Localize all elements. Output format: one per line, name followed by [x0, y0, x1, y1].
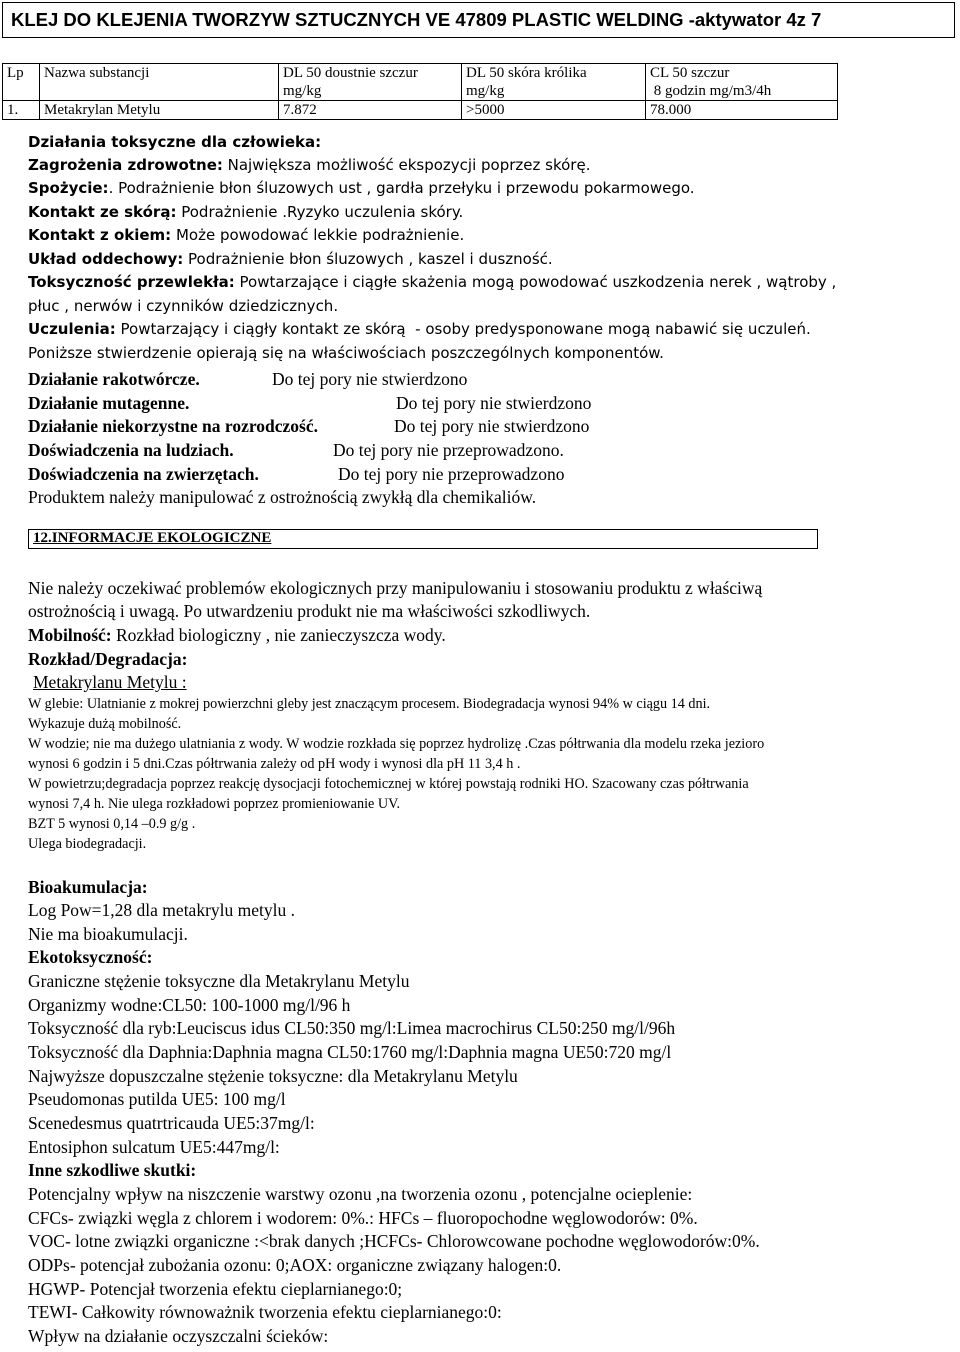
- cell-dl-skin: >5000: [462, 101, 646, 120]
- header-cl: CL 50 szczur 8 godzin mg/m3/4h: [646, 64, 838, 101]
- eco-ulega: Ulega biodegradacji.: [28, 836, 147, 852]
- effect-value-ludziach: Do tej pory nie przeprowadzono.: [333, 440, 564, 460]
- section-12-title: 12.INFORMACJE EKOLOGICZNE: [33, 530, 272, 546]
- substance-table: [2, 63, 838, 120]
- eco-inne-line: HGWP- Potencjał tworzenia efektu cieplarnianego:0;: [28, 1279, 403, 1299]
- tox-uklad: Układ oddechowy: Podrażnienie błon śluzowych , kaszel i duszność.: [28, 250, 553, 268]
- eco-inne-label: Inne szkodliwe skutki:: [28, 1160, 197, 1180]
- cell-name: Metakrylan Metylu: [40, 101, 279, 120]
- eco-metakrylanu-label: Metakrylanu Metylu :: [33, 672, 187, 692]
- eco-glebie-2: Wykazuje dużą mobilność.: [28, 716, 182, 732]
- cell-dl-oral: 7.872: [279, 101, 462, 120]
- tox-spozycie: Spożycie:. Podrażnienie błon śluzowych ust , gardła przełyku i przewodu pokarmowego.: [28, 179, 695, 197]
- eco-wodzie-1: W wodzie; nie ma dużego ulatniania z wody. W wodzie rozkłada się poprzez hydrolizę .Czas półtrwania dla modelu rzeka jezioro: [28, 736, 765, 752]
- document-header: [2, 2, 955, 38]
- effect-label-rakotworcze: Działanie rakotwórcze.: [28, 369, 200, 389]
- cell-cl: 78.000: [646, 101, 838, 120]
- eco-inne-line: ODPs- potencjał zubożania ozonu: 0;AOX: organiczne związany halogen:0.: [28, 1255, 562, 1275]
- effect-value-rozrodczosc: Do tej pory nie stwierdzono: [394, 416, 590, 436]
- eco-logpow: Log Pow=1,28 dla metakrylu metylu .: [28, 900, 295, 920]
- eco-wodzie-2: wynosi 6 godzin i 5 dni.Czas półtrwania zależy od pH wody i wynosi dla pH 11 3,4 h .: [28, 756, 521, 772]
- eco-line: Najwyższe dopuszczalne stężenie toksyczne: dla Metakrylanu Metylu: [28, 1066, 518, 1086]
- tox-oko: Kontakt z okiem: Może powodować lekkie podrażnienie.: [28, 226, 465, 244]
- tox-przewlekla: Toksyczność przewlekła: Powtarzające i ciągłe skażenia mogą powodować uszkodzenia nerek , wątroby ,: [28, 273, 837, 291]
- table-header-row: [3, 64, 838, 101]
- effect-label-zwierzetach: Doświadczenia na zwierzętach.: [28, 464, 259, 484]
- effect-value-rakotworcze: Do tej pory nie stwierdzono: [272, 369, 468, 389]
- eco-inne-line: TEWI- Całkowity równoważnik tworzenia efektu cieplarnianego:0:: [28, 1302, 502, 1322]
- eco-line: Toksyczność dla ryb:Leuciscus idus CL50:350 mg/l:Limea macrochirus CL50:250 mg/l/96h: [28, 1018, 676, 1038]
- tox-uczulenia: Uczulenia: Powtarzający i ciągły kontakt ze skórą - osoby predysponowane mogą nabawić się uczuleń.: [28, 320, 811, 338]
- tox-ponizsze: Poniższe stwierdzenie opierają się na właściwościach poszczególnych komponentów.: [28, 344, 664, 362]
- tox-przewlekla-cont: płuc , nerwów i czynników dziedzicznych.: [28, 297, 339, 315]
- header-dl-skin: DL 50 skóra królika mg/kg: [462, 64, 646, 101]
- produktem-note: Produktem należy manipulować z ostrożnością zwykłą dla chemikaliów.: [28, 487, 537, 507]
- eco-ekotoks-label: Ekotoksyczność:: [28, 947, 153, 967]
- eco-bioakumulacja-label: Bioakumulacja:: [28, 877, 148, 897]
- document-title: KLEJ DO KLEJENIA TWORZYW SZTUCZNYCH VE 47809 PLASTIC WELDING -aktywator 4z 7: [11, 9, 822, 30]
- eco-line: Toksyczność dla Daphnia:Daphnia magna CL50:1760 mg/l:Daphnia magna UE50:720 mg/l: [28, 1042, 672, 1062]
- eco-line: Graniczne stężenie toksyczne dla Metakrylanu Metylu: [28, 971, 410, 991]
- eco-nie-ma-bio: Nie ma bioakumulacji.: [28, 924, 188, 944]
- eco-glebie-1: W glebie: Ulatnianie z mokrej powierzchni gleby jest znaczącym procesem. Biodegradacja wynosi 94% w ciągu 14 dni.: [28, 696, 711, 712]
- eco-inne-line: CFCs- związki węgla z chlorem i wodorem: 0%.: HFCs – fluoropochodne węglowodorów: 0%.: [28, 1208, 698, 1228]
- section-12-header: [28, 529, 818, 549]
- eco-line: Entosiphon sulcatum UE5:447mg/l:: [28, 1137, 280, 1157]
- eco-line: Scenedesmus quatrtricauda UE5:37mg/l:: [28, 1113, 315, 1133]
- eco-rozklad-label: Rozkład/Degradacja:: [28, 649, 188, 669]
- eco-powietrzu-1: W powietrzu;degradacja poprzez reakcję dysocjacji fotochemicznej w której powstają rodniki HO. Szacowany czas półtrwania: [28, 776, 749, 792]
- table-row: [3, 101, 838, 120]
- effect-label-mutagenne: Działanie mutagenne.: [28, 393, 190, 413]
- eco-inne-line: Potencjalny wpływ na niszczenie warstwy ozonu ,na tworzenia ozonu , potencjalne ocieplenie:: [28, 1184, 693, 1204]
- header-dl-oral: DL 50 doustnie szczur mg/kg: [279, 64, 462, 101]
- eco-inne-line: Wpływ na działanie oczyszczalni ścieków:: [28, 1326, 329, 1346]
- cell-lp: 1.: [3, 101, 40, 120]
- eco-bzt: BZT 5 wynosi 0,14 –0.9 g/g .: [28, 816, 196, 832]
- eco-intro-line-2: ostrożnością i uwagą. Po utwardzeniu produkt nie ma właściwości szkodliwych.: [28, 601, 591, 621]
- tox-title: Działania toksyczne dla człowieka:: [28, 133, 322, 151]
- eco-inne-line: VOC- lotne związki organiczne :<brak danych ;HCFCs- Chlorowcowane pochodne węglowodorów:0%.: [28, 1231, 760, 1251]
- effect-label-ludziach: Doświadczenia na ludziach.: [28, 440, 234, 460]
- header-lp: Lp: [3, 64, 40, 101]
- eco-line: Organizmy wodne:CL50: 100-1000 mg/l/96 h: [28, 995, 351, 1015]
- effect-label-rozrodczosc: Działanie niekorzystne na rozrodczość.: [28, 416, 319, 436]
- header-name: Nazwa substancji: [40, 64, 279, 101]
- eco-mobilnosc: Mobilność: Rozkład biologiczny , nie zanieczyszcza wody.: [28, 625, 446, 645]
- effect-value-mutagenne: Do tej pory nie stwierdzono: [396, 393, 592, 413]
- eco-line: Pseudomonas putilda UE5: 100 mg/l: [28, 1089, 286, 1109]
- eco-intro-line-1: Nie należy oczekiwać problemów ekologicznych przy manipulowaniu i stosowaniu produktu z właściwą: [28, 578, 763, 598]
- tox-skora: Kontakt ze skórą: Podrażnienie .Ryzyko uczulenia skóry.: [28, 203, 464, 221]
- eco-powietrzu-2: wynosi 7,4 h. Nie ulega rozkładowi poprzez promieniowanie UV.: [28, 796, 401, 812]
- tox-zagrozenia: Zagrożenia zdrowotne: Największa możliwość ekspozycji poprzez skórę.: [28, 156, 591, 174]
- effect-value-zwierzetach: Do tej pory nie przeprowadzono: [338, 464, 565, 484]
